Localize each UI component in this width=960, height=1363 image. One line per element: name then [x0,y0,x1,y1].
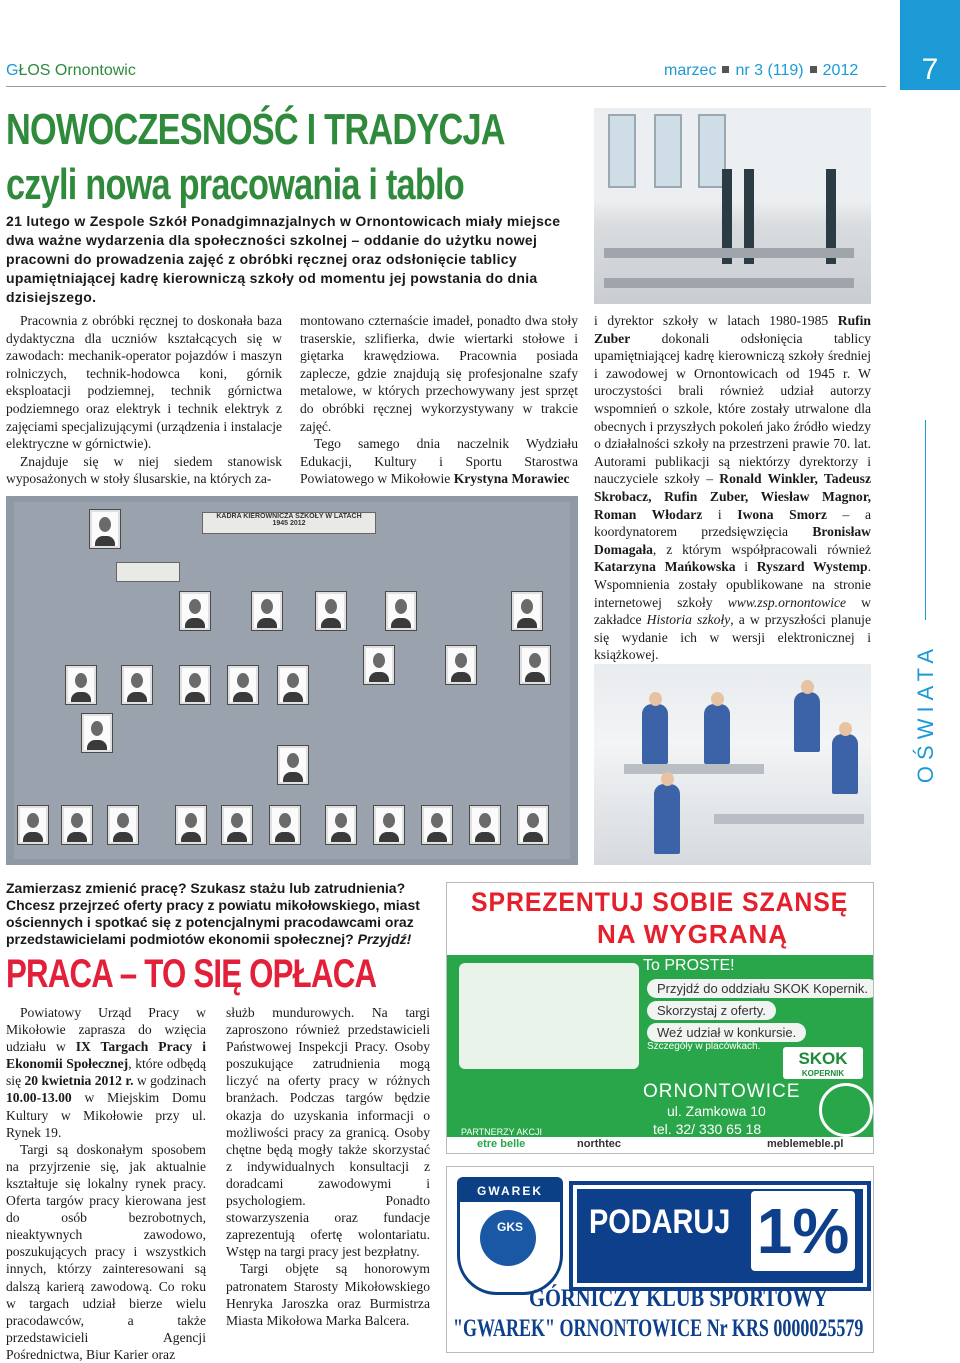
portrait [470,806,500,844]
text: – a koordynatorem przedsięwzięcia [594,506,871,540]
ad-slogan-line1: SPREZENTUJ SOBIE SZANSĘ [471,887,849,917]
paragraph [6,1004,206,1141]
portrait [326,806,356,844]
section-label-text: OŚWIATA [913,642,938,784]
photo-window [608,114,636,188]
text: Przyjdź! [357,931,412,947]
club-name: GÓRNICZY KLUB SPORTOWY [529,1285,828,1312]
paragraph: montowano czternaście imadeł, ponadto dwa stoły traserskie, szlifierka, dwie wiertarki stołowe i giętarka krawędziowa. Pracownia posiada zaplecze, gdzie znajdują się profesjonalne szafy metalowe, w których przechowywany jest sprzęt do obróbki ręcznej wykorzystywany w trakcie zajęć. [300,313,578,434]
paragraph: Znajduje się w niej siedem stanowisk wyposażonych w stoły ślusarskie, na których za- [6,453,282,487]
portrait [386,592,416,630]
portrait [62,806,92,844]
text: w godzinach [133,1073,206,1089]
paragraph: służb mundurowych. Na targi zaproszono również przedstawicieli Państwowej Inspekcji Pracy. Osoby poszukujące zatrudnienia mogą liczyć na oferty pracy w różnych branżach. Podczas targów będzie okazja do uzyskania informacji o możliwości pracy za granicą. Osoby chętne będą mogły także skorzystać z indywidualnych konsultacji z doradcami zawodowymi i psychologiem. Ponadto stowarzyszenia oraz fundacje zaprezentują ofertę wolontariatu. Wstęp na targi pracy jest bezpłatny. [226,1005,430,1260]
prizes-image [459,963,639,1069]
portrait [82,714,112,752]
student [794,692,820,752]
job-fair-column-2 [226,1004,430,1329]
portrait [252,592,282,630]
portrait [270,806,300,844]
paragraph: Targi są doskonałym sposobem na przyjrzenie się, jak aktualnie kształtuje się lokalny rynek pracy. Oferta targów pracy kierowana jest do osób bezrobotnych, nieaktywnych zawodowo, poszukujących pracy i wszystkich innych, którzy zainteresowani są dalszą karierą zawodową. Co roku w targach udział bierze wielu pracodawców, a także przedstawicieli Agencji Pośrednictwa, Biur Karier oraz [6,1141,206,1362]
ad-step-2: Skorzystaj z oferty. [647,1001,776,1020]
article-column-2 [300,312,578,488]
page-number: 7 [900,0,960,90]
ad-slogan-line2: NA WYGRANĄ [597,919,789,949]
percent-text: 1% [751,1191,855,1271]
ad-proste: To PROSTE! [643,957,735,974]
ad-step-3: Weź udział w konkursie. [647,1023,806,1042]
tableau-label [202,512,376,534]
section-label-line [925,420,926,620]
club-crest [457,1177,563,1295]
workbench [714,814,864,824]
logo-subtext: KOPERNIK [801,1069,845,1078]
masthead [6,62,136,80]
person-name: Ryszard Wystemp [756,559,868,575]
paragraph: Pracownia z obróbki ręcznej to doskonała baza dydaktyczna dla uczniów kształcących się w zawodach: mechanik-operator pojazdów i maszyn rolniczych, technik-hodowca koni, górnik eksploatacji podziemnej, technik górnictwa podziemnego oraz elektryk i technik elektryk z zajęciami specjalizującymi (urządzenia i instalacje elektryczne w górnictwie). [6,313,282,452]
person-name: Rufin Zuber [594,313,871,346]
tableau-photo [6,496,578,865]
gwarek-advertisement [446,1166,874,1353]
podaruj-box [569,1181,871,1291]
portrait [228,666,258,704]
portrait [180,666,210,704]
ad-town: ORNONTOWICE [643,1081,801,1102]
issue-month: marzec [664,62,717,79]
text: w zakładce [594,594,872,628]
student [704,704,730,764]
portrait [66,666,96,704]
text: i [735,559,757,575]
event-name: IX Targach Pracy i Ekonomii Społecznej [6,1039,206,1072]
person-name: Iwona Smorz [737,506,827,522]
text: w Miejskim Domu Kultury w Mikołowie przy ul. Rynek 19. [6,1090,206,1140]
teaser-text [6,897,436,948]
partner-logo: northtec [577,1138,621,1150]
text: i [702,506,738,522]
workshop-photo [594,108,871,304]
paragraph [594,312,871,664]
ad-address: ul. Zamkowa 10 [667,1103,766,1119]
article-title-line1: NOWOCZESNOŚĆ I TRADYCJA [6,105,505,154]
person-name: Krystyna Morawiec [453,471,570,487]
article-column-1 [6,312,282,488]
portrait [518,806,548,844]
club-krs: "GWAREK" ORNONTOWICE Nr KRS 0000025579 [453,1315,864,1342]
text: Tego samego dnia naczelnik Wydziału Edukacji, Kultury i Sportu Starostwa Powiatowego w Mikołowie [300,436,578,487]
partner-logo: etre belle [477,1138,526,1150]
text: , które odbędą się [6,1056,206,1089]
square-bullet-icon [810,66,817,73]
job-fair-title: PRACA – TO SIĘ OPŁACA [6,952,377,996]
portrait [90,510,120,548]
job-fair-column-1 [6,1004,206,1363]
partners-label: PARTNERZY AKCJI [461,1127,543,1137]
student [654,784,680,854]
text: i dyrektor szkoły w latach 1980-1985 [594,313,838,328]
portrait [278,746,308,784]
portrait [180,592,210,630]
masthead-title: ŁOS Ornontowic [18,62,136,79]
ad-step-1: Przyjdź do oddziału SKOK Kopernik. [647,979,874,998]
tableau-small-plaque [116,562,180,582]
tableau-label-years: 1945 2012 [272,520,306,527]
text: . Wspomnienia zostały opublikowane na stronie internetowej szkoły [594,559,871,610]
crest-band: GWAREK [460,1180,560,1202]
workbench [604,248,854,258]
article-column-3 [594,312,871,664]
person-name: Katarzyna Mańkowska [594,559,736,575]
crest-emblem-icon [480,1210,536,1266]
logo-text: SKOK [798,1049,848,1068]
masthead-initial: G [6,62,19,79]
article-lead: 21 lutego w Zespole Szkół Ponadgimnazjalnych w Ornontowicach miały miejsce dwa ważne wydarzenia dla społeczności szkolnej – oddanie do użytku nowej pracowni do prowadzenia zajęć z obróbki ręcznej oraz odsłonięcie tablicy upamiętniającej kadrę kierowniczą szkoły od momentu jej powstania do dnia dzisiejszego. [6,213,561,305]
square-bullet-icon [722,66,729,73]
paragraph [300,435,578,488]
partner-logo: meblemeble.pl [767,1138,844,1150]
person-name: Bronisław Domagała [594,524,871,557]
teaser-question: Zamierzasz zmienić pracę? Szukasz stażu lub zatrudnienia? [6,880,406,896]
job-fair-teaser [6,880,436,948]
section-label [902,628,950,798]
website-link[interactable]: www.zsp.ornontowice [727,594,847,610]
globe-icon [819,1083,873,1137]
student [642,704,668,764]
event-date: 20 kwietnia 2012 r. [24,1073,134,1089]
skok-logo [783,1047,863,1079]
text: dokonali odsłonięcia tablicy upamiętniającej kadrę kierowniczą szkoły średniej i zawodowej w Ornontowicach od 1945 r. W uroczystości brali również udział autorzy wspomnień o szkole, które zostały utrwalone dla obecnych i przyszłych pokoleń jako źródło wiedzy o działalności szkoły na przestrzeni prawie 70. lat. Autorami publikacji są niektórzy dyrektorzy i nauczyciele szkoły – [594,330,871,487]
workbench [604,278,854,288]
portrait [520,646,550,684]
workbench [624,764,764,774]
event-hours: 10.00-13.00 [6,1090,72,1106]
text: , a w przyszłości planuje się wydanie ich w wersji elektronicznej i książkowej. [594,612,871,663]
issue-year: 2012 [822,62,859,79]
text: Chcesz przejrzeć oferty pracy z powiatu mikołowskiego, miast ościennych i spotkać się z potencjalnymi pracodawcami oraz przedstawicielami podmiotów ekonomii społecznej? [6,897,420,947]
issue-number: nr 3 (119) [735,62,804,79]
section-name: Historia szkoły [646,612,731,628]
photo-window [654,114,682,188]
portrait [122,666,152,704]
person-names: Ronald Winkler, Tadeusz Skrobacz, Rufin Zuber, Wiesław Magnor, Roman Włodarz [594,471,871,522]
paragraph: Targi objęte są honorowym patronatem Starosty Mikołowskiego Henryka Jaroszka oraz Burmistrza Miasta Mikołowa Marka Balcera. [226,1261,430,1328]
portrait [108,806,138,844]
portrait [422,806,452,844]
podaruj-text: PODARUJ [589,1203,731,1241]
portrait [374,806,404,844]
header-divider [6,86,886,87]
partners-bar [447,1137,873,1153]
text: Powiatowy Urząd Pracy w Mikołowie zaprasza do wzięcia udziału w [6,1005,206,1055]
crest-sub: GKS [496,1220,523,1234]
portrait [316,592,346,630]
portrait [176,806,206,844]
ad-details-note: Szczegóły w placówkach. [647,1041,761,1052]
issue-info [664,62,858,80]
skok-advertisement [446,882,874,1154]
portrait [278,666,308,704]
ad-phone: tel. 32/ 330 65 18 [653,1121,762,1137]
tableau-label-title: KADRA KIEROWNICZA SZKOŁY W LATACH [216,513,362,520]
portrait [222,806,252,844]
student [832,734,858,794]
portrait [446,646,476,684]
portrait [512,592,542,630]
portrait [364,646,394,684]
students-photo [594,664,871,865]
article-title-line2: czyli nowa pracowania i tablo [6,160,464,209]
text: , z którym współpracowali również [652,541,871,557]
portrait [18,806,48,844]
